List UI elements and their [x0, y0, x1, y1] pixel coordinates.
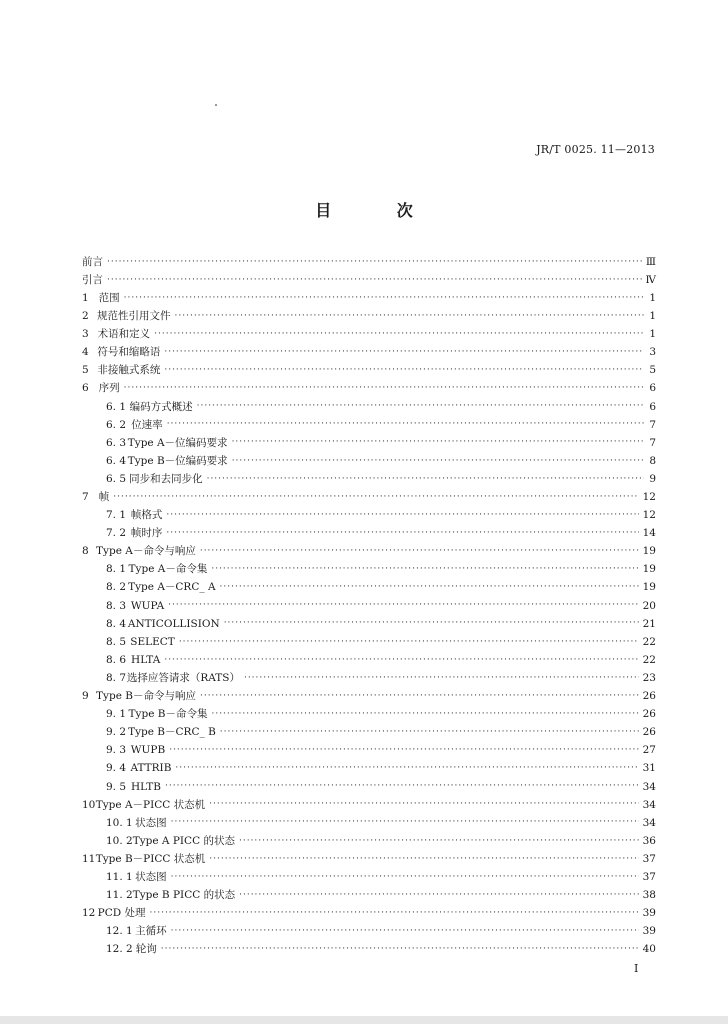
toc-entry-number: 10: [82, 798, 96, 811]
dot-leader: [124, 294, 644, 303]
toc-entry[interactable]: [82, 362, 656, 380]
toc-entry-number: 3: [82, 328, 89, 341]
toc-entry-page: 26: [642, 708, 656, 721]
dot-leader: [220, 583, 639, 592]
toc-entry-page: 12: [642, 491, 656, 504]
dot-leader: [244, 674, 639, 683]
toc-entry-number: 8. 7: [106, 671, 127, 684]
toc-entry-title: 主循环: [135, 925, 167, 938]
toc-entry-number: 6. 4: [106, 454, 127, 467]
toc-entry-page: 3: [649, 346, 656, 359]
toc-entry-title: HLTB: [130, 780, 161, 793]
toc-entry-page: 5: [649, 364, 656, 377]
toc-entry-title: 同步和去同步化: [129, 472, 203, 485]
toc-entry-page: 1: [649, 291, 656, 304]
toc-entry-title: 帧: [98, 491, 110, 504]
toc-entry-number: 6. 3: [106, 436, 127, 449]
toc-entry-page: 12: [642, 509, 656, 522]
toc-entry[interactable]: [82, 868, 656, 886]
toc-entry[interactable]: [82, 343, 656, 361]
toc-entry-number: 9. 2: [106, 726, 127, 739]
toc-entry-title: 状态图: [135, 816, 167, 829]
toc-entry[interactable]: [82, 796, 656, 814]
toc-entry-page: 19: [642, 545, 656, 558]
toc-entry[interactable]: [82, 597, 656, 615]
toc-entry[interactable]: [82, 922, 656, 940]
dot-leader: [164, 348, 644, 357]
toc-entry-page: 27: [642, 744, 656, 757]
dot-leader: [200, 547, 639, 556]
page-folio: I: [634, 962, 639, 975]
toc-entry-title: 符号和缩略语: [97, 346, 161, 359]
toc-entry-page: 7: [649, 436, 656, 449]
toc-entry-number: 9. 1: [106, 708, 127, 721]
dot-leader: [113, 493, 638, 502]
toc-entry-page: 34: [642, 816, 656, 829]
dot-leader: [150, 909, 639, 918]
toc-entry-number: 11. 2: [106, 889, 133, 902]
toc-entry-number: 8. 2: [106, 581, 127, 594]
toc-entry-number: 8. 4: [106, 617, 127, 630]
toc-entry-page: 8: [649, 454, 656, 467]
toc-entry-page: 26: [642, 690, 656, 703]
toc-entry-title: HLTA: [131, 653, 161, 666]
toc-entry[interactable]: [82, 253, 656, 271]
toc-entry-title: PCD 处理: [97, 907, 146, 920]
scan-mark: [215, 104, 217, 106]
toc-entry[interactable]: [82, 398, 656, 416]
toc-entry-page: 1: [649, 328, 656, 341]
toc-entry-page: 34: [642, 780, 656, 793]
toc-entry-title: Type B－命令与响应: [96, 690, 196, 703]
toc-entry-page: 6: [649, 382, 656, 395]
toc-entry-number: 4: [82, 346, 89, 359]
toc-entry-title: Type A PICC 的状态: [132, 834, 235, 847]
toc-entry-title: 帧格式: [130, 509, 163, 522]
dot-leader: [209, 800, 638, 809]
toc-entry[interactable]: [82, 723, 656, 741]
toc-entry[interactable]: [82, 289, 656, 307]
toc-entry-title: Type A－位编码要求: [127, 436, 228, 449]
toc-entry-number: 11: [82, 852, 96, 865]
toc-entry-title: 位速率: [131, 418, 163, 431]
dot-leader: [175, 312, 644, 321]
toc-entry-title: Type A－命令与响应: [96, 545, 196, 558]
dot-leader: [220, 728, 639, 737]
toc-entry[interactable]: [82, 615, 656, 633]
toc-entry-title: 选择应答请求（RATS）: [126, 671, 240, 684]
toc-entry[interactable]: [82, 941, 656, 959]
toc-entry-title: 序列: [98, 382, 120, 395]
dot-leader: [165, 782, 639, 791]
toc-entry-page: 14: [642, 527, 656, 540]
toc-entry[interactable]: [82, 832, 656, 850]
toc-entry-number: 5: [82, 364, 89, 377]
dot-leader: [175, 764, 638, 773]
toc-entry[interactable]: [82, 904, 656, 922]
toc-entry[interactable]: [82, 705, 656, 723]
dot-leader: [171, 927, 639, 936]
dot-leader: [171, 873, 639, 882]
toc-entry-title: Type B－CRC_ B: [128, 726, 216, 739]
toc-entry-page: 20: [642, 599, 656, 612]
toc-entry[interactable]: [82, 380, 656, 398]
toc-entry-number: 1: [82, 291, 89, 304]
toc-entry-number: 9. 5: [106, 780, 127, 793]
toc-entry-number: 2: [82, 310, 89, 323]
toc-entry[interactable]: [82, 651, 656, 669]
dot-leader: [107, 258, 642, 267]
toc-entry-number: 12: [82, 907, 96, 920]
toc-entry[interactable]: [82, 579, 656, 597]
toc-entry-number: 7. 1: [106, 509, 127, 522]
toc-entry-page: 23: [642, 671, 656, 684]
dot-leader: [154, 330, 644, 339]
dot-leader: [161, 945, 639, 954]
toc-entry-number: 7: [82, 491, 89, 504]
dot-leader: [209, 855, 638, 864]
dot-leader: [169, 746, 638, 755]
toc-entry-page: 26: [642, 726, 656, 739]
toc-entry-number: 10. 1: [106, 816, 133, 829]
page-title: 目 次: [315, 201, 443, 220]
toc-entry-title: Type B－位编码要求: [127, 454, 228, 467]
toc-entry-title: 状态图: [135, 870, 167, 883]
dot-leader: [239, 891, 639, 900]
toc-entry[interactable]: [82, 850, 656, 868]
toc-entry[interactable]: [82, 543, 656, 561]
toc-entry-page: 39: [642, 925, 656, 938]
toc-entry-number: 6. 5: [106, 472, 127, 485]
toc-entry-number: 8. 3: [106, 599, 127, 612]
toc-entry-page: 31: [642, 762, 656, 775]
toc-entry-number: 6. 1: [106, 400, 127, 413]
dot-leader: [166, 511, 638, 520]
toc-entry[interactable]: [82, 778, 656, 796]
toc-entry-page: 6: [649, 400, 656, 413]
page-edge: [0, 1016, 728, 1024]
toc-entry-title: 帧时序: [130, 527, 163, 540]
toc-entry-page: 37: [642, 852, 656, 865]
toc-entry[interactable]: [82, 452, 656, 470]
dot-leader: [200, 692, 639, 701]
toc-entry-number: 10. 2: [106, 834, 133, 847]
dot-leader: [164, 656, 638, 665]
toc-entry-number: 8. 6: [106, 653, 127, 666]
toc-entry-page: 21: [642, 617, 656, 630]
toc-entry[interactable]: [82, 488, 656, 506]
toc-entry-title: 非接触式系统: [97, 364, 161, 377]
dot-leader: [168, 601, 638, 610]
toc-entry[interactable]: [82, 506, 656, 524]
toc-entry-title: Type A－CRC_ A: [128, 581, 216, 594]
toc-entry-page: 40: [642, 943, 656, 956]
toc-entry-number: 9: [82, 690, 89, 703]
toc-entry[interactable]: [82, 814, 656, 832]
toc-entry[interactable]: [82, 561, 656, 579]
dot-leader: [232, 457, 644, 466]
toc-entry-page: 9: [649, 472, 656, 485]
dot-leader: [207, 475, 644, 484]
toc-entry-title: WUPB: [130, 744, 166, 757]
toc-entry-page: 36: [642, 834, 656, 847]
dot-leader: [166, 529, 638, 538]
toc-entry-number: 11. 1: [106, 870, 133, 883]
toc-entry-page: 34: [642, 798, 656, 811]
toc-entry-title: 前言: [82, 255, 103, 268]
toc-entry-title: Type A－命令集: [128, 563, 208, 576]
toc-entry-number: 8. 1: [106, 563, 127, 576]
toc-entry[interactable]: [82, 760, 656, 778]
document-number: JR/T 0025. 11—2013: [536, 143, 655, 156]
toc-entry[interactable]: [82, 416, 656, 434]
toc-entry-title: 轮询: [135, 943, 157, 956]
toc-entry-number: 12. 1: [106, 925, 133, 938]
toc-entry-number: 7. 2: [106, 527, 127, 540]
dot-leader: [224, 619, 639, 628]
toc-entry-page: 1: [649, 310, 656, 323]
toc-entry-page: Ⅳ: [645, 273, 656, 286]
dot-leader: [124, 384, 644, 393]
toc-entry[interactable]: [82, 687, 656, 705]
dot-leader: [232, 438, 644, 447]
toc-entry[interactable]: [82, 669, 656, 687]
dot-leader: [197, 402, 644, 411]
dot-leader: [239, 837, 639, 846]
toc-entry[interactable]: [82, 325, 656, 343]
toc-entry-number: 8: [82, 545, 89, 558]
toc-entry-number: 12. 2: [106, 943, 133, 956]
dot-leader: [211, 565, 638, 574]
table-of-contents: [82, 253, 656, 959]
toc-entry-number: 9. 3: [106, 744, 127, 757]
toc-entry-title: 编码方式概述: [129, 400, 193, 413]
toc-entry[interactable]: [82, 742, 656, 760]
toc-entry-title: 引言: [82, 273, 103, 286]
toc-entry-page: 39: [642, 907, 656, 920]
toc-entry-title: 范围: [98, 291, 120, 304]
toc-entry[interactable]: [82, 524, 656, 542]
toc-entry-title: ATTRIB: [130, 762, 172, 775]
dot-leader: [107, 276, 642, 285]
toc-entry-title: Type A－PICC 状态机: [95, 798, 206, 811]
toc-entry-page: 22: [642, 653, 656, 666]
dot-leader: [211, 710, 638, 719]
toc-entry-number: 6. 2: [106, 418, 127, 431]
toc-entry[interactable]: [82, 307, 656, 325]
toc-entry-number: 8. 5: [106, 635, 127, 648]
toc-entry-page: 38: [642, 889, 656, 902]
toc-entry-title: Type B－PICC 状态机: [95, 852, 206, 865]
toc-entry-page: 19: [642, 563, 656, 576]
toc-entry[interactable]: [82, 470, 656, 488]
dot-leader: [179, 638, 639, 647]
toc-entry[interactable]: [82, 434, 656, 452]
toc-entry-title: Type B PICC 的状态: [132, 889, 236, 902]
toc-entry[interactable]: [82, 886, 656, 904]
toc-entry-page: 7: [649, 418, 656, 431]
toc-entry-number: 9. 4: [106, 762, 127, 775]
toc-entry-title: SELECT: [130, 635, 175, 648]
toc-entry[interactable]: [82, 271, 656, 289]
dot-leader: [167, 420, 644, 429]
toc-entry-page: 19: [642, 581, 656, 594]
toc-entry-title: 规范性引用文件: [97, 310, 171, 323]
toc-entry-title: Type B－命令集: [128, 708, 208, 721]
toc-entry-page: Ⅲ: [645, 255, 656, 268]
toc-entry-page: 37: [642, 870, 656, 883]
dot-leader: [164, 366, 644, 375]
toc-entry-title: ANTICOLLISION: [127, 617, 220, 630]
toc-entry[interactable]: [82, 633, 656, 651]
toc-entry-title: 术语和定义: [97, 328, 151, 341]
toc-entry-page: 22: [642, 635, 656, 648]
toc-entry-title: WUPA: [130, 599, 165, 612]
dot-leader: [171, 818, 639, 827]
toc-entry-number: 6: [82, 382, 89, 395]
